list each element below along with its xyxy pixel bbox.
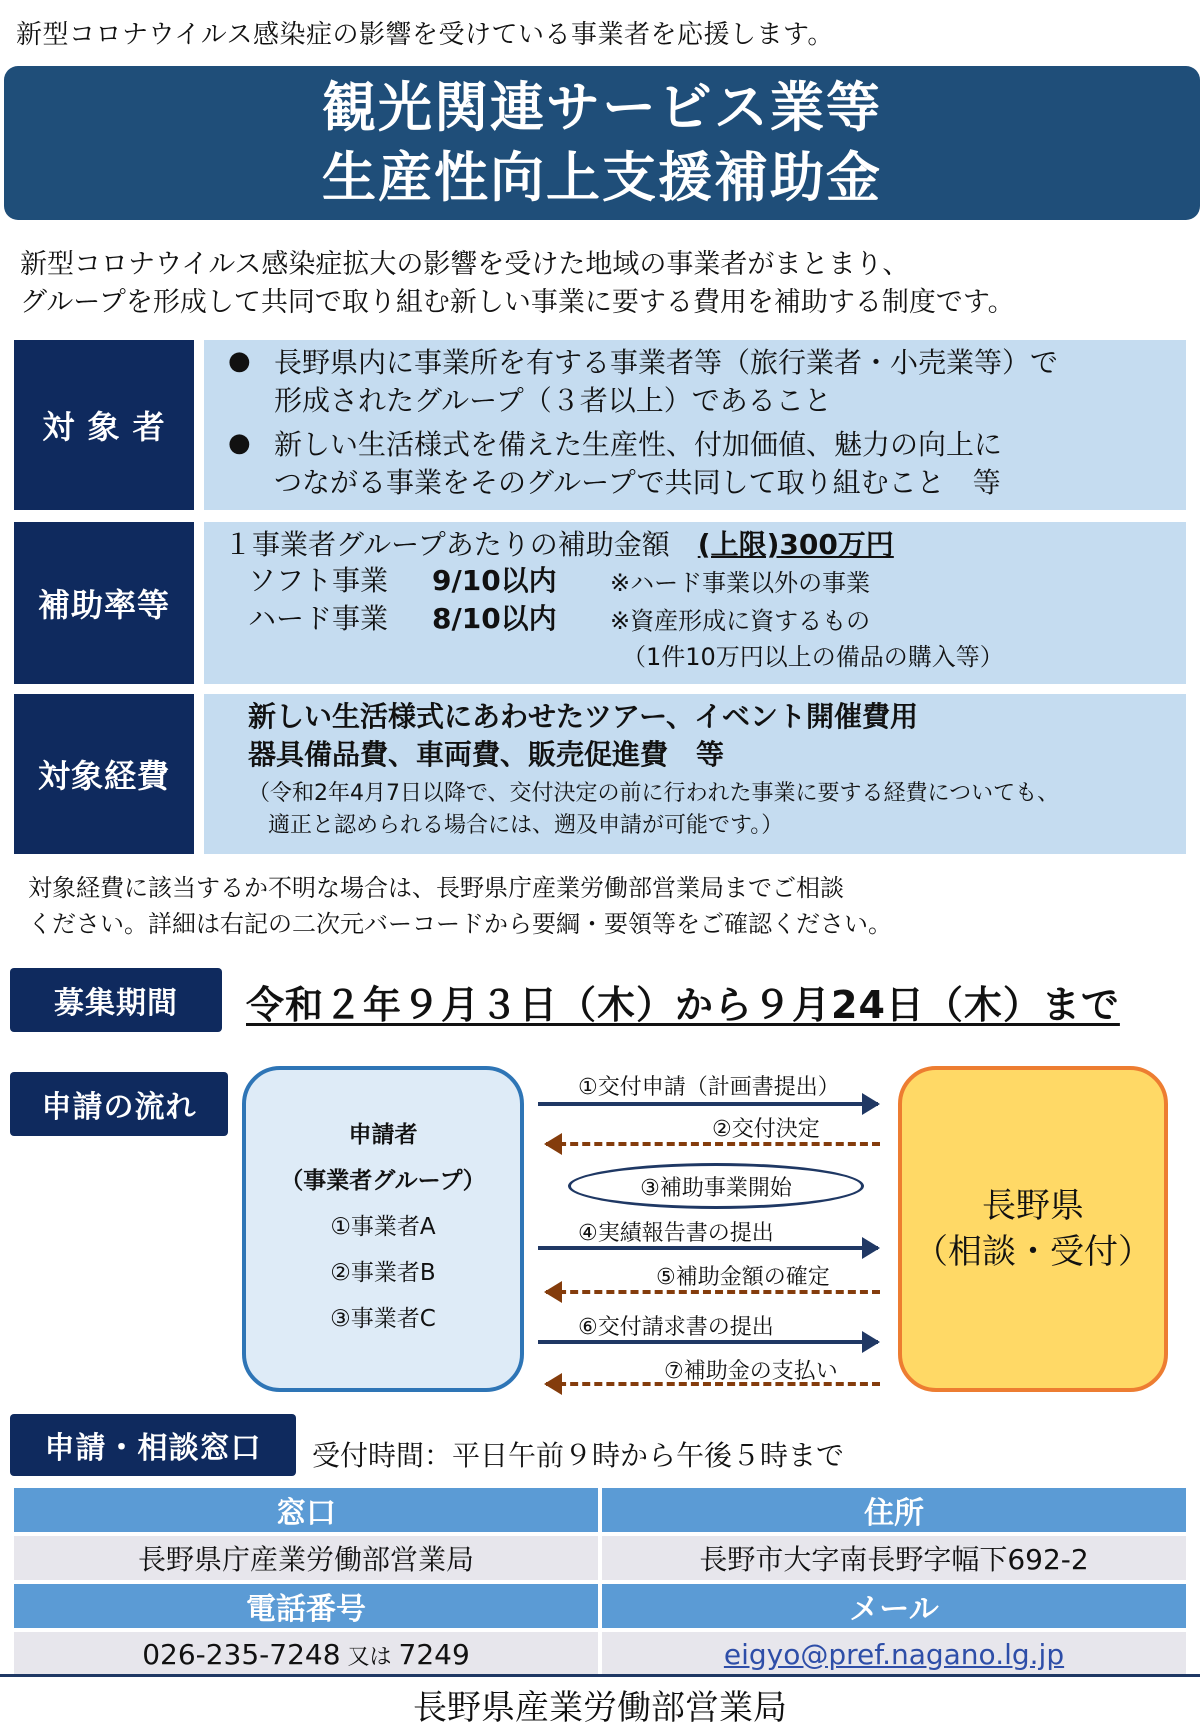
arrow-right-icon bbox=[538, 1246, 878, 1250]
header-phone: 電話番号 bbox=[14, 1584, 598, 1628]
arrow-left-icon bbox=[546, 1382, 880, 1386]
member-a: ①事業者A bbox=[330, 1214, 436, 1240]
lead-text: 新型コロナウイルス感染症の影響を受けている事業者を応援します。 bbox=[16, 20, 834, 50]
applicant-sub: （事業者グループ） bbox=[280, 1168, 486, 1194]
applicant-box bbox=[242, 1066, 524, 1392]
eligible-item1-line2: 形成されたグループ（３者以上）であること bbox=[274, 384, 832, 417]
bullet-icon: ● bbox=[228, 346, 251, 376]
member-b: ②事業者B bbox=[330, 1260, 436, 1286]
rate-body bbox=[204, 522, 1186, 684]
phone-value bbox=[14, 1632, 598, 1676]
applicant-title: 申請者 bbox=[348, 1122, 418, 1148]
window-value: 長野県庁産業労働部営業局 bbox=[14, 1536, 598, 1580]
costs-line-4: 適正と認められる場合には、遡及申請が可能です。） bbox=[268, 813, 784, 838]
phone-main: 026-235-7248 bbox=[142, 1637, 341, 1671]
note-line-1: 対象経費に該当するか不明な場合は、長野県庁産業労働部営業局までご相談 bbox=[28, 874, 844, 902]
step-3-ellipse bbox=[568, 1163, 864, 1209]
soft-note: ※ハード事業以外の事業 bbox=[610, 569, 871, 597]
member-c: ③事業者C bbox=[330, 1306, 436, 1332]
eligible-body bbox=[204, 340, 1186, 510]
hard-rate: 8/10以内 bbox=[432, 602, 557, 635]
step-3-label: ③補助事業開始 bbox=[640, 1175, 792, 1201]
mail-link[interactable]: eigyo@pref.nagano.lg.jp bbox=[723, 1637, 1065, 1671]
step-4-label: ④実績報告書の提出 bbox=[578, 1221, 774, 1246]
period-text: 令和２年９月３日（木）から９月24日（木）まで bbox=[246, 983, 1120, 1027]
eligible-row bbox=[14, 340, 1186, 510]
header-address: 住所 bbox=[602, 1488, 1186, 1532]
bullet-icon: ● bbox=[228, 428, 251, 458]
prefecture-box bbox=[898, 1066, 1168, 1392]
mail-cell bbox=[602, 1632, 1186, 1676]
footer-divider bbox=[0, 1674, 1200, 1677]
eligible-item1-line1: 長野県内に事業所を有する事業者等（旅行業者・小売業等）で bbox=[274, 346, 1059, 379]
rate-label: 補助率等 bbox=[14, 522, 194, 684]
contact-table bbox=[10, 1484, 1190, 1680]
phone-alt: 7249 bbox=[398, 1637, 470, 1671]
hard-note-2: （1件10万円以上の備品の購入等） bbox=[622, 643, 1004, 671]
eligible-item2-line2: つながる事業をそのグループで共同して取り組むこと 等 bbox=[274, 466, 1001, 499]
hard-note: ※資産形成に資するもの bbox=[610, 607, 871, 635]
step-5-label: ⑤補助金額の確定 bbox=[656, 1265, 830, 1290]
intro-line-1: 新型コロナウイルス感染症拡大の影響を受けた地域の事業者がまとまり、 bbox=[20, 249, 910, 280]
costs-line-1: 新しい生活様式にあわせたツアー、イベント開催費用 bbox=[248, 700, 919, 733]
phone-or: 又は bbox=[340, 1644, 399, 1670]
contact-hours: 受付時間：平日午前９時から午後５時まで bbox=[312, 1439, 845, 1472]
step-1-label: ①交付申請（計画書提出） bbox=[578, 1075, 840, 1100]
contact-label: 申請・相談窓口 bbox=[10, 1414, 296, 1476]
intro-line-2: グループを形成して共同で取り組む新しい事業に要する費用を補助する制度です。 bbox=[20, 287, 1015, 318]
arrow-left-icon bbox=[546, 1142, 880, 1146]
arrow-right-icon bbox=[538, 1340, 878, 1344]
eligible-label: 対 象 者 bbox=[14, 340, 194, 510]
costs-line-3: （令和2年4月7日以降で、交付決定の前に行われた事業に要する経費についても、 bbox=[248, 781, 1060, 806]
costs-body bbox=[204, 694, 1186, 854]
period-label: 募集期間 bbox=[10, 968, 222, 1032]
rate-line-1 bbox=[224, 526, 894, 564]
step-6-label: ⑥交付請求書の提出 bbox=[578, 1315, 774, 1340]
step-7-label: ⑦補助金の支払い bbox=[664, 1359, 838, 1384]
rate-cap: (上限)300万円 bbox=[697, 528, 894, 561]
rate-row bbox=[14, 522, 1186, 684]
address-value: 長野市大字南長野字幅下692-2 bbox=[602, 1536, 1186, 1580]
hard-label: ハード事業 bbox=[248, 602, 389, 635]
costs-label: 対象経費 bbox=[14, 694, 194, 854]
eligible-item2-line1: 新しい生活様式を備えた生産性、付加価値、魅力の向上に bbox=[274, 428, 1003, 461]
step-2-label: ②交付決定 bbox=[712, 1117, 820, 1142]
title-line-1: 観光関連サービス業等 bbox=[322, 76, 882, 139]
note-line-2: ください。詳細は右記の二次元バーコードから要綱・要領等をご確認ください。 bbox=[28, 910, 892, 938]
title-banner bbox=[4, 66, 1200, 220]
header-window: 窓口 bbox=[14, 1488, 598, 1532]
costs-row bbox=[14, 694, 1186, 854]
flow-label: 申請の流れ bbox=[10, 1072, 228, 1136]
title-line-2: 生産性向上支援補助金 bbox=[322, 146, 882, 209]
arrow-left-icon bbox=[546, 1290, 880, 1294]
intro-text bbox=[20, 246, 1015, 322]
footer-text: 長野県産業労働部営業局 bbox=[413, 1688, 787, 1728]
prefecture-name: 長野県 bbox=[982, 1186, 1084, 1226]
soft-label: ソフト事業 bbox=[248, 564, 389, 597]
prefecture-sub: （相談・受付） bbox=[914, 1232, 1152, 1272]
soft-rate: 9/10以内 bbox=[432, 564, 557, 597]
header-mail: メール bbox=[602, 1584, 1186, 1628]
costs-line-2: 器具備品費、車両費、販売促進費 等 bbox=[248, 738, 725, 771]
rate-amount-text: １事業者グループあたりの補助金額 bbox=[224, 528, 698, 561]
arrow-right-icon bbox=[538, 1102, 878, 1106]
